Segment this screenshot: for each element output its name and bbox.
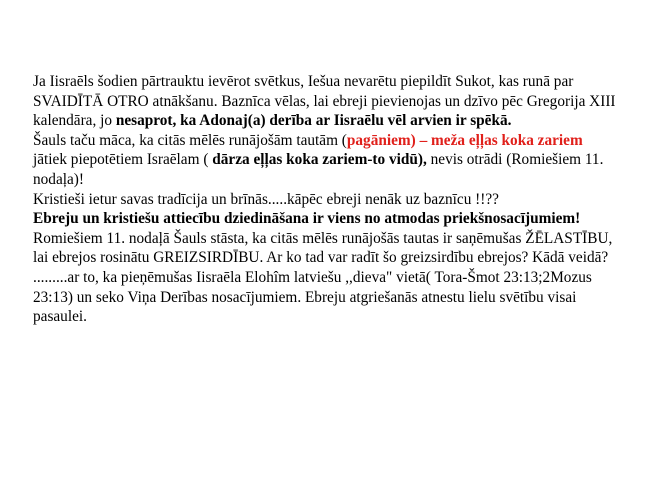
document-body [33,72,618,327]
paragraph-sukot-text: Ja Iisraēls šodien pārtrauktu ievērot svētkus, Iešua nevarētu piepildīt Sukot, kas runā par SVAIDĪTĀ OTRO atnākšanu. Baznīca vēlas, lai ebreji pievienojas un dzīvo pēc Gregorija XIII kalendāra, jo [33,73,616,130]
paragraph-traditions-text: Kristieši ietur savas tradīcija un brīnās.....kāpēc ebreji nenāk uz baznīcu !!?? [33,190,499,208]
paragraph-jealousy-text: Romiešiem 11. nodaļā Šauls stāsta, ka citās mēlēs runājošās tautas ir saņēmušas ŽĒLASTĪBU, lai ebrejos rosinātu GREIZSIRDĪBU. Ar ko tad var radīt šo greizsirdību ebrejos? Kādā veidā? .........ar to, ka pieņēmušas Iisraēla Elohîm latviešu ,,dieva" vietā( Tora-Šmot 23:13;2Mozus 23:13) un seko Viņa Derības nosacījumiem. Ebreju atgriešanās atnestu lielu svētību visai pasaulei. [33,229,613,326]
paragraph-grafting-text-1: Šauls taču māca, ka citās mēlēs runājošām tautām ( [33,131,347,149]
paragraph-grafting-red-highlight: pagāniem) – meža eļļas koka zariem [346,131,583,149]
paragraph-sukot [33,72,618,131]
paragraph-grafting [33,131,618,190]
paragraph-healing-text: Ebreju un kristiešu attiecību dziedināšana ir viens no atmodas priekšnosacījumiem! [33,210,581,228]
paragraph-healing [33,209,618,229]
paragraph-jealousy [33,229,618,327]
paragraph-sukot-emphasis: nesaprot, ka Adonaj(a) derība ar Iisraēlu vēl arvien ir spēkā. [115,112,512,130]
paragraph-grafting-text-3: nevis otrādi (Romiešiem 11. nodaļa)! [33,151,604,188]
paragraph-grafting-emphasis: dārza eļļas koka zariem-to vidū), [212,151,427,169]
paragraph-traditions [33,190,618,210]
paragraph-grafting-text-2: jātiek piepotētiem Israēlam ( [33,151,213,169]
